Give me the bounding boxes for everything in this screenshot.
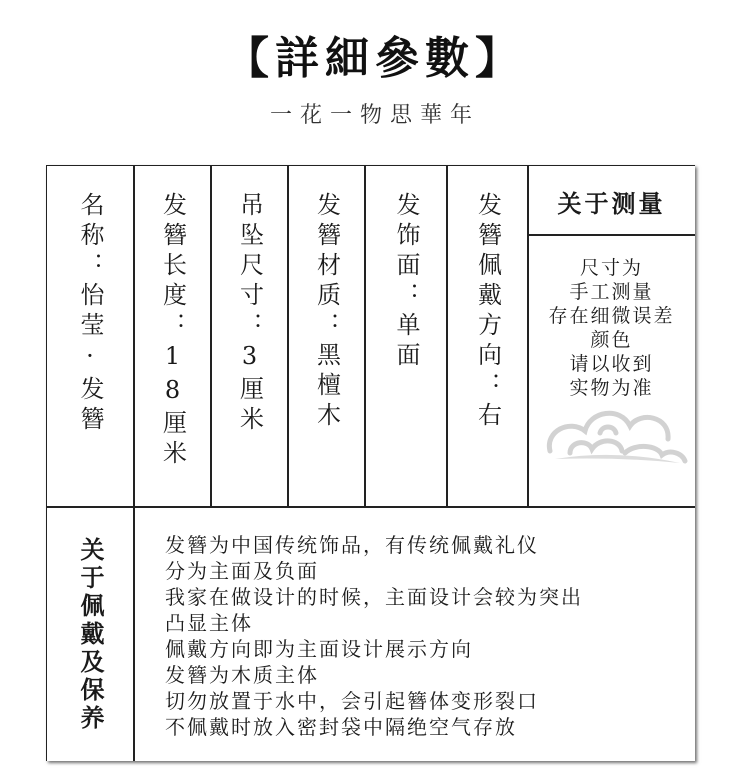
param-direction — [448, 166, 527, 506]
measurement-line: 实物为准 — [569, 377, 654, 399]
care-instructions — [165, 532, 685, 740]
param-material — [289, 166, 364, 506]
param-face-text: 发饰面：单面 — [392, 192, 420, 372]
cloud-ornament-icon — [540, 391, 690, 471]
param-pendant-size — [212, 166, 287, 506]
care-line: 切勿放置于水中，会引起簪体变形裂口 — [165, 689, 539, 713]
care-line: 不佩戴时放入密封袋中隔绝空气存放 — [165, 715, 517, 739]
param-face — [366, 166, 446, 506]
param-name — [47, 166, 133, 506]
care-line: 凸显主体 — [165, 611, 253, 635]
care-line: 发簪为中国传统饰品，有传统佩戴礼仪 — [165, 533, 539, 557]
measurement-note — [528, 256, 695, 400]
care-line: 佩戴方向即为主面设计展示方向 — [165, 637, 473, 661]
measurement-line: 手工测量 — [569, 281, 654, 303]
measurement-line: 请以收到 — [569, 353, 654, 375]
page-title: 【詳細參數】 — [225, 33, 525, 84]
measurement-line: 尺寸为 — [579, 257, 643, 279]
param-length — [135, 166, 210, 506]
care-line: 发簪为木质主体 — [165, 663, 319, 687]
care-line: 我家在做设计的时候，主面设计会较为突出 — [165, 585, 583, 609]
row-divider — [47, 506, 695, 508]
details-table — [46, 165, 695, 761]
care-heading — [47, 508, 133, 761]
care-heading-text: 关于佩戴及保养 — [76, 536, 105, 733]
measurement-line: 颜色 — [590, 329, 633, 351]
care-line: 分为主面及负面 — [165, 559, 319, 583]
param-pendant-size-text: 吊坠尺寸：3厘米 — [235, 192, 264, 436]
param-name-text: 名称：怡莹·发簪 — [76, 192, 104, 436]
param-length-text: 发簪长度：18厘米 — [158, 192, 187, 470]
param-direction-text: 发簪佩戴方向：右 — [473, 192, 502, 432]
measurement-heading: 关于测量 — [557, 188, 666, 218]
param-material-text: 发簪材质：黑檀木 — [312, 192, 341, 432]
measurement-line: 存在细微误差 — [548, 305, 675, 327]
page-subtitle: 一花一物思華年 — [269, 103, 480, 128]
